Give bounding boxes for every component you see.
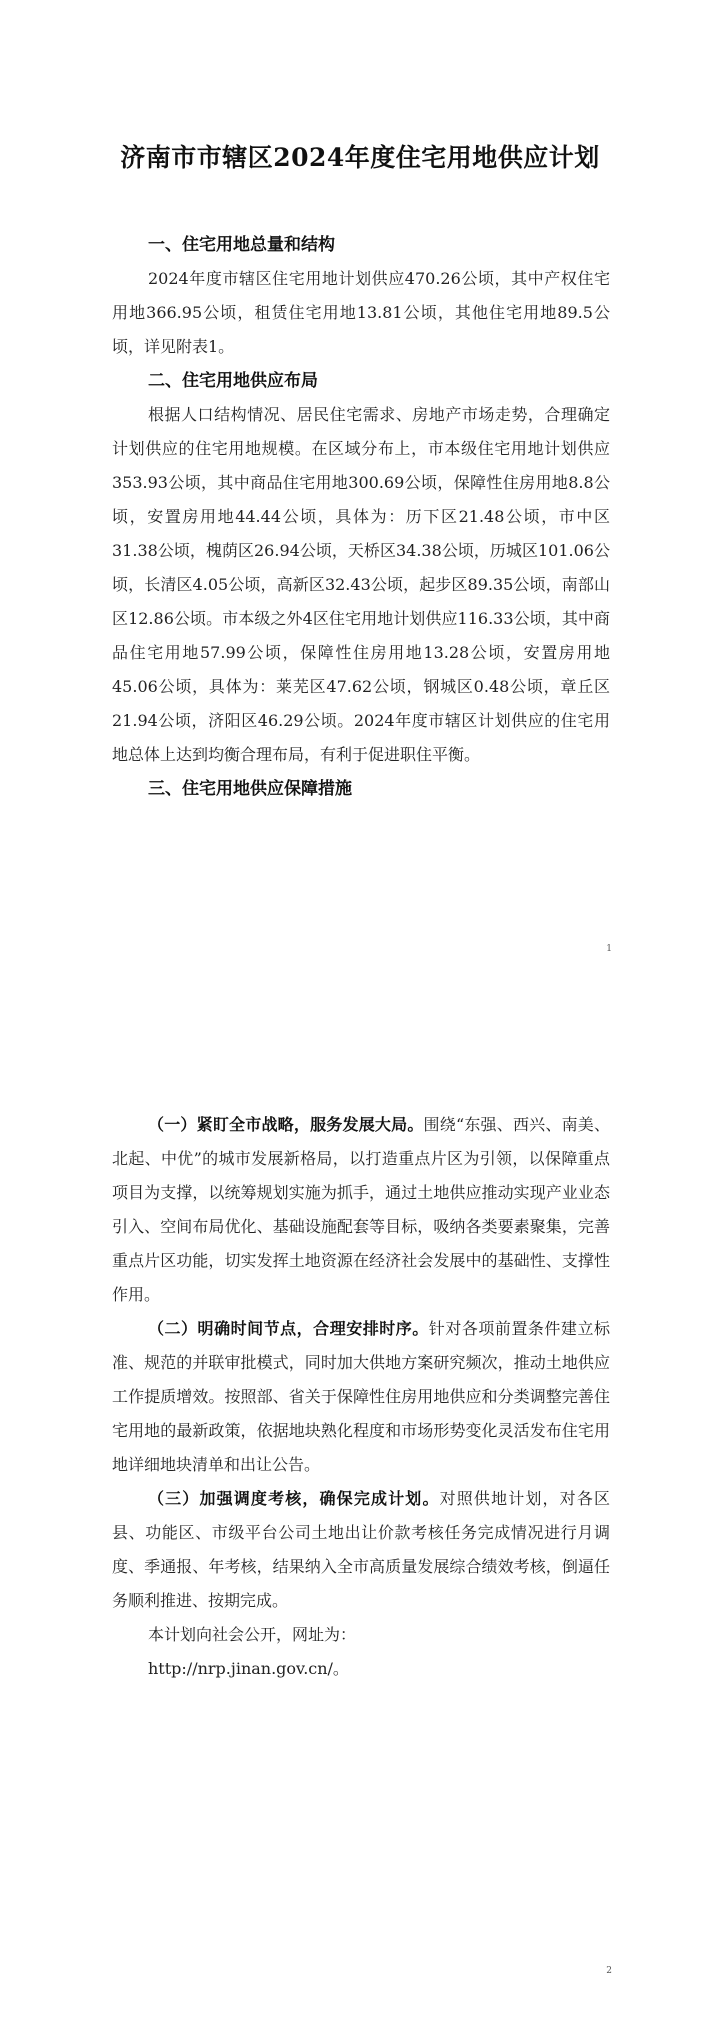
measure-1-body: 围绕“东强、西兴、南美、北起、中优”的城市发展新格局，以打造重点片区为引领，以保障重点项目为支撑，以统筹规划实施为抓手，通过土地供应推动实现产业业态引入、空间布局优化、基础设施配套等目标，吸纳各类要素聚集，完善重点片区功能，切实发挥土地资源在经济社会发展中的基础性、支撑性作用。 [112,1115,610,1304]
page-2-content [112,1108,610,1686]
public-notice: 本计划向社会公开，网址为： [148,1625,357,1644]
section-1-heading: 一、住宅用地总量和结构 [148,235,335,255]
section-2-heading: 二、住宅用地供应布局 [148,371,318,391]
page-1 [0,0,720,1000]
document-title: 济南市市辖区2024年度住宅用地供应计划 [120,143,600,172]
measure-3-paragraph [112,1482,610,1618]
page-number-1: 1 [606,944,612,954]
page-2 [0,1000,720,2036]
website-url: http://nrp.jinan.gov.cn/。 [148,1659,349,1678]
page-number-2: 2 [606,1966,612,1976]
measure-3-body: 对照供地计划，对各区县、功能区、市级平台公司土地出让价款考核任务完成情况进行月调度、季通报、年考核，结果纳入全市高质量发展综合绩效考核，倒逼任务顺利推进、按期完成。 [112,1489,610,1610]
section-1-body: 2024年度市辖区住宅用地计划供应470.26公顷，其中产权住宅用地366.95公顷，租赁住宅用地13.81公顷，其他住宅用地89.5公顷，详见附表1。 [112,269,610,356]
measure-2-lead: （二）明确时间节点，合理安排时序。 [148,1319,429,1338]
page-1-content [112,228,610,806]
section-2-body: 根据人口结构情况、居民住宅需求、房地产市场走势，合理确定计划供应的住宅用地规模。在区域分布上，市本级住宅用地计划供应353.93公顷，其中商品住宅用地300.69公顷，保障性住房用地8.8公顷，安置房用地44.44公顷，具体为：历下区21.48公顷，市中区31.38公顷，槐荫区26.94公顷，天桥区34.38公顷，历城区101.06公顷，长清区4.05公顷，高新区32.43公顷，起步区89.35公顷，南部山区12.86公顷。市本级之外4区住宅用地计划供应116.33公顷，其中商品住宅用地57.99公顷，保障性住房用地13.28公顷，安置房用地45.06公顷，具体为：莱芜区47.62公顷，钢城区0.48公顷，章丘区21.94公顷，济阳区46.29公顷。2024年度市辖区计划供应的住宅用地总体上达到均衡合理布局，有利于促进职住平衡。 [112,405,610,764]
section-3-heading: 三、住宅用地供应保障措施 [148,779,352,799]
measure-3-lead: （三）加强调度考核，确保完成计划。 [148,1489,440,1508]
measure-2-paragraph [112,1312,610,1482]
measure-2-body: 针对各项前置条件建立标准、规范的并联审批模式，同时加大供地方案研究频次，推动土地供应工作提质增效。按照部、省关于保障性住房用地供应和分类调整完善住宅用地的最新政策，依据地块熟化程度和市场形势变化灵活发布住宅用地详细地块清单和出让公告。 [112,1319,610,1474]
measure-1-lead: （一）紧盯全市战略，服务发展大局。 [148,1115,424,1134]
measure-1-paragraph [112,1108,610,1312]
